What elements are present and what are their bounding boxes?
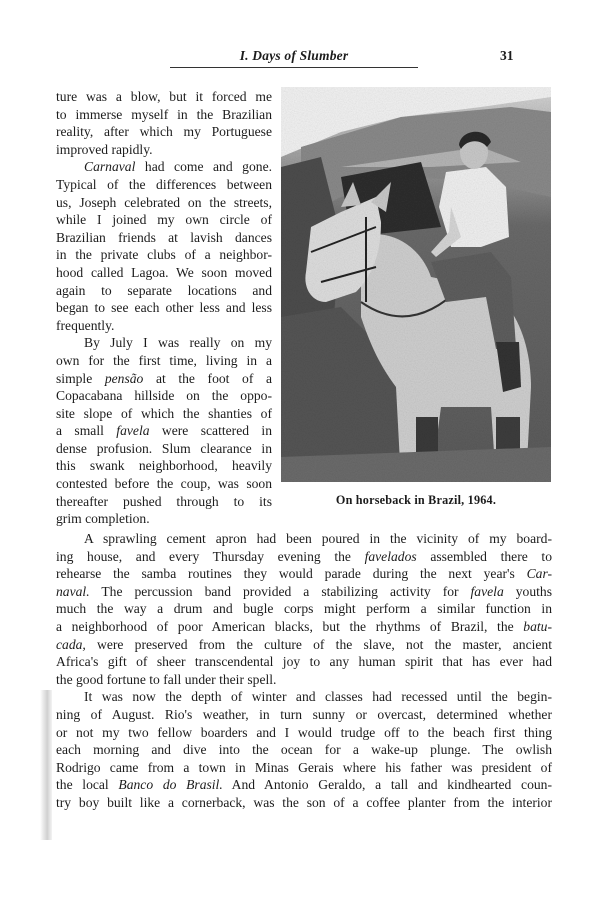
text-run: youths: [503, 583, 552, 599]
text-line: [56, 548, 552, 566]
text-line: [56, 422, 272, 440]
text-line: [56, 194, 272, 212]
text-line: [56, 653, 552, 671]
text-line: [56, 282, 272, 300]
text-run: were scattered in: [149, 423, 272, 439]
text-run: each morning and dive into the ocean for a wake-up plunge. The owlish: [56, 742, 552, 758]
text-line: [56, 475, 272, 493]
text-line: [56, 106, 272, 124]
text-run: frequently.: [56, 317, 115, 333]
photo-caption: On horseback in Brazil, 1964.: [335, 493, 497, 507]
text-run: Rodrigo came from a town in Minas Gerais where his father was president of: [56, 759, 552, 775]
text-run: Copacabana hillside on the oppo-: [56, 388, 272, 404]
text-block-full-width: [56, 530, 552, 812]
italic-text: favela: [116, 423, 150, 439]
text-line: [56, 176, 272, 194]
text-run: began to see each other less and less: [56, 300, 272, 316]
text-line: [56, 317, 272, 335]
text-line: [56, 370, 272, 388]
text-line: [56, 88, 272, 106]
text-run: much the way a drum and bugle corps might perform a similar function in: [56, 601, 552, 617]
text-line: [56, 530, 552, 548]
text-run: a neighborhood of poor American blacks, but the rhythms of Brazil, the: [56, 618, 524, 634]
text-run: hood called Lagoa. We soon moved: [56, 264, 272, 280]
text-line: [56, 264, 272, 282]
text-run: improved rapidly.: [56, 141, 153, 157]
text-run: the good fortune to fall under their spell.: [56, 671, 277, 687]
text-run: rehearse the samba routines they would parade during the next year's: [56, 566, 527, 582]
text-run: It was now the depth of winter and classes had recessed until the begin-: [84, 689, 552, 705]
text-run: Brazilian friends at lavish dances: [56, 229, 272, 245]
text-run: were preserved from the culture of the slave, not the master, ancient: [85, 636, 552, 652]
text-line: [56, 299, 272, 317]
text-run: reality, after which my Portuguese: [56, 124, 272, 140]
text-run: at the foot of a: [143, 370, 272, 386]
text-line: [56, 688, 552, 706]
text-run: A sprawling cement apron had been poured in the vicinity of my board-: [84, 531, 552, 546]
text-run: or not my two fellow boarders and I would trudge off to the beach first thing: [56, 724, 552, 740]
text-line: [56, 759, 552, 777]
italic-text: Banco do Brasil.: [118, 777, 223, 793]
text-run: in the private clubs of a neighbor-: [56, 247, 272, 263]
text-line: [56, 387, 272, 405]
text-line: [56, 352, 272, 370]
text-line: [56, 440, 272, 458]
text-run: ing house, and every Thursday evening the: [56, 548, 365, 564]
text-line: [56, 123, 272, 141]
text-run: again to separate locations and: [56, 282, 272, 298]
italic-text: favela: [470, 583, 504, 599]
text-line: [56, 741, 552, 759]
text-run: while I joined my own circle of: [56, 212, 272, 228]
italic-text: Carnaval: [84, 159, 136, 175]
text-line: [56, 211, 272, 229]
italic-text: favelados: [364, 548, 417, 564]
text-run: us, Joseph celebrated on the streets,: [56, 194, 272, 210]
text-line: [56, 334, 272, 352]
text-line: [56, 493, 272, 511]
text-line: [56, 510, 272, 528]
text-line: [56, 706, 552, 724]
text-run: ture was a blow, but it forced me: [56, 89, 272, 104]
running-head: I. Days of Slumber: [239, 48, 349, 63]
italic-text: pensão: [104, 370, 144, 386]
text-run: And Antonio Geraldo, a tall and kindhearted coun-: [222, 777, 552, 793]
text-run: Africa's gift of sheer transcendental joy to any human spirit that has ever had: [56, 654, 552, 670]
text-line: [56, 583, 552, 601]
italic-text: batu-: [523, 618, 552, 634]
gutter-shadow: [40, 690, 52, 840]
text-line: [56, 405, 272, 423]
italic-text: Car-: [526, 566, 552, 582]
text-run: this swank neighborhood, heavily: [56, 458, 272, 474]
text-line: [56, 794, 552, 812]
italic-text: naval.: [56, 583, 90, 599]
text-run: dense profusion. Slum clearance in: [56, 440, 272, 456]
text-line: [56, 636, 552, 654]
italic-text: cada,: [56, 636, 86, 652]
text-run: thereafter pushed through to its: [56, 493, 272, 509]
text-line: [56, 600, 552, 618]
text-line: [56, 457, 272, 475]
text-line: [56, 671, 552, 689]
text-run: simple: [56, 370, 105, 386]
text-run: contested before the coup, was soon: [56, 476, 272, 492]
header-rule: [170, 67, 418, 68]
text-column-left: [56, 88, 272, 528]
text-run: to immerse myself in the Brazilian: [56, 106, 272, 122]
text-line: [56, 618, 552, 636]
text-run: own for the first time, living in a: [56, 352, 272, 368]
photo-man-on-horse: [281, 87, 551, 482]
text-line: [56, 724, 552, 742]
text-run: ning of August. Rio's weather, in turn sunny or overcast, determined whether: [56, 706, 552, 722]
text-run: the local: [56, 777, 119, 793]
photo-illustration: [281, 87, 551, 482]
text-line: [56, 776, 552, 794]
text-line: [56, 158, 272, 176]
page-number: 31: [500, 48, 514, 63]
text-run: The percussion band provided a stabilizing activity for: [89, 583, 471, 599]
text-run: grim completion.: [56, 511, 150, 527]
text-run: assembled there to: [416, 548, 552, 564]
text-run: had come and gone.: [135, 159, 272, 175]
text-run: By July I was really on my: [84, 335, 272, 351]
text-line: [56, 229, 272, 247]
text-run: site slope of which the shanties of: [56, 405, 272, 421]
text-line: [56, 565, 552, 583]
text-run: a small: [56, 423, 117, 439]
text-run: try boy built like a cornerback, was the son of a coffee planter from the interior: [56, 794, 552, 810]
text-line: [56, 141, 272, 159]
text-run: Typical of the differences between: [56, 176, 272, 192]
text-line: [56, 246, 272, 264]
